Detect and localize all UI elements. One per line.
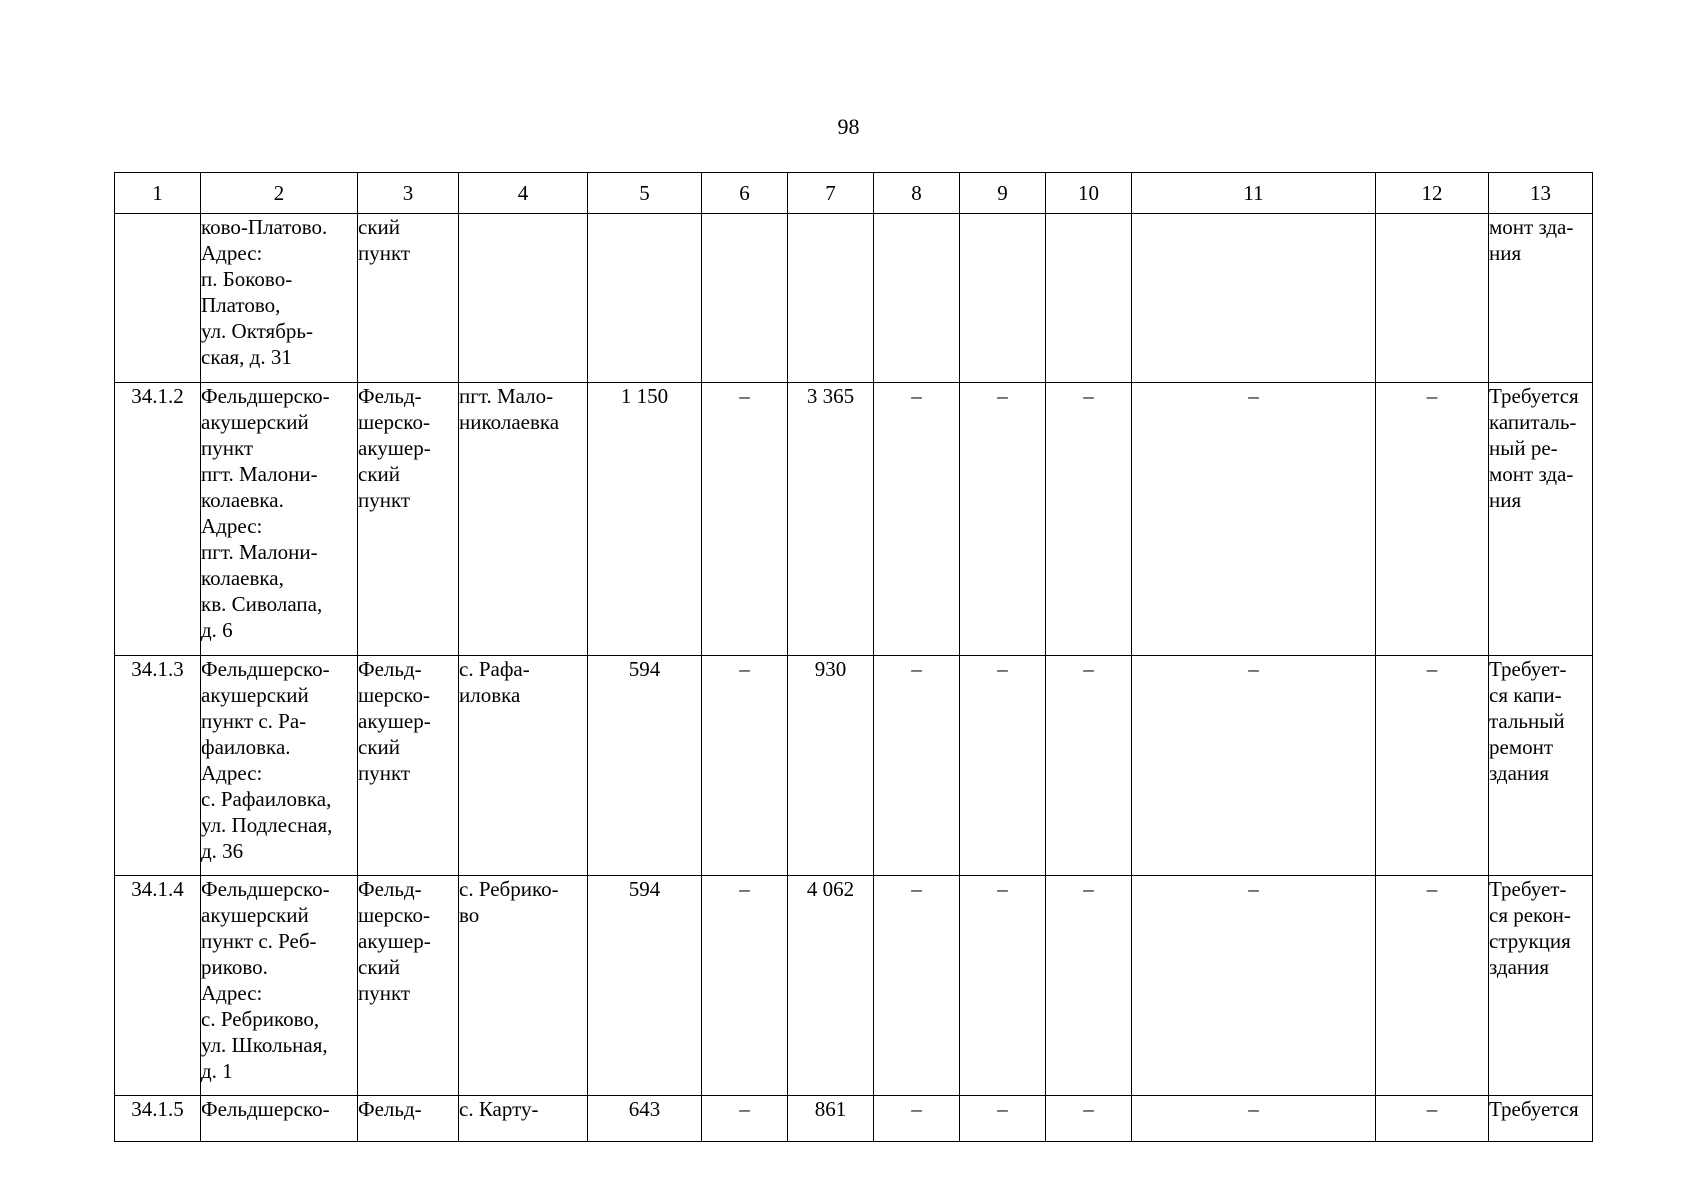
- value-cell-11: –: [1132, 383, 1376, 656]
- value-cell-6: –: [702, 876, 788, 1096]
- row-number-cell: 34.1.2: [115, 383, 201, 656]
- value-cell-11: –: [1132, 876, 1376, 1096]
- value-cell-10: [1046, 214, 1132, 383]
- facility-name-cell: Фельдшерско- акушерский пункт с. Ра- фаиловка. Адрес: с. Рафаиловка, ул. Подлесная, д. 36: [201, 656, 358, 876]
- table-row: [115, 214, 1593, 383]
- value-cell-11: –: [1132, 656, 1376, 876]
- value-cell-9: –: [960, 876, 1046, 1096]
- row-number-cell: 34.1.3: [115, 656, 201, 876]
- row-number-cell: 34.1.5: [115, 1096, 201, 1142]
- note-cell: Требует- ся капи- тальный ремонт здания: [1489, 656, 1593, 876]
- note-cell: Требует- ся рекон- струкция здания: [1489, 876, 1593, 1096]
- facility-type-cell: Фельд-: [358, 1096, 459, 1142]
- value-cell-9: [960, 214, 1046, 383]
- value-cell-8: [874, 214, 960, 383]
- value-cell-6: –: [702, 1096, 788, 1142]
- locality-cell: [459, 214, 588, 383]
- data-table: [114, 172, 1593, 1142]
- value-cell-10: –: [1046, 656, 1132, 876]
- table-row: [115, 383, 1593, 656]
- value-cell-8: –: [874, 1096, 960, 1142]
- column-header-2: 2: [201, 173, 358, 214]
- value-cell-9: –: [960, 656, 1046, 876]
- value-cell-10: –: [1046, 1096, 1132, 1142]
- table-row: [115, 876, 1593, 1096]
- column-header-8: 8: [874, 173, 960, 214]
- value-cell-12: –: [1376, 876, 1489, 1096]
- page-number: 98: [837, 114, 860, 139]
- facility-name-cell: Фельдшерско- акушерский пункт с. Реб- риково. Адрес: с. Ребриково, ул. Школьная, д. 1: [201, 876, 358, 1096]
- facility-type-cell: Фельд- шерско- акушер- ский пункт: [358, 656, 459, 876]
- value-cell-7: 930: [788, 656, 874, 876]
- row-number-cell: 34.1.4: [115, 876, 201, 1096]
- value-cell-10: –: [1046, 876, 1132, 1096]
- column-header-10: 10: [1046, 173, 1132, 214]
- table-row: [115, 656, 1593, 876]
- locality-cell: с. Карту-: [459, 1096, 588, 1142]
- header-row: [115, 173, 1593, 214]
- column-header-9: 9: [960, 173, 1046, 214]
- facility-name-cell: ково-Платово. Адрес: п. Боково- Платово, ул. Октябрь- ская, д. 31: [201, 214, 358, 383]
- value-cell-7: 861: [788, 1096, 874, 1142]
- row-number-cell: [115, 214, 201, 383]
- value-cell-5: 594: [588, 876, 702, 1096]
- value-cell-8: –: [874, 876, 960, 1096]
- value-cell-5: [588, 214, 702, 383]
- value-cell-6: –: [702, 383, 788, 656]
- value-cell-7: 3 365: [788, 383, 874, 656]
- value-cell-11: [1132, 214, 1376, 383]
- value-cell-12: –: [1376, 1096, 1489, 1142]
- value-cell-6: [702, 214, 788, 383]
- column-header-12: 12: [1376, 173, 1489, 214]
- value-cell-5: 1 150: [588, 383, 702, 656]
- locality-cell: с. Рафа- иловка: [459, 656, 588, 876]
- value-cell-10: –: [1046, 383, 1132, 656]
- facility-name-cell: Фельдшерско- акушерский пункт пгт. Малони- колаевка. Адрес: пгт. Малони- колаевка, кв. Сиволапа, д. 6: [201, 383, 358, 656]
- facility-type-cell: Фельд- шерско- акушер- ский пункт: [358, 383, 459, 656]
- value-cell-5: 643: [588, 1096, 702, 1142]
- note-cell: Требуется: [1489, 1096, 1593, 1142]
- column-header-13: 13: [1489, 173, 1593, 214]
- value-cell-12: –: [1376, 383, 1489, 656]
- locality-cell: с. Ребрико- во: [459, 876, 588, 1096]
- value-cell-7: 4 062: [788, 876, 874, 1096]
- value-cell-8: –: [874, 656, 960, 876]
- value-cell-7: [788, 214, 874, 383]
- value-cell-9: –: [960, 1096, 1046, 1142]
- value-cell-12: [1376, 214, 1489, 383]
- value-cell-5: 594: [588, 656, 702, 876]
- facility-type-cell: ский пункт: [358, 214, 459, 383]
- value-cell-12: –: [1376, 656, 1489, 876]
- value-cell-11: –: [1132, 1096, 1376, 1142]
- column-header-5: 5: [588, 173, 702, 214]
- column-header-3: 3: [358, 173, 459, 214]
- value-cell-8: –: [874, 383, 960, 656]
- column-header-6: 6: [702, 173, 788, 214]
- table-row: [115, 1096, 1593, 1142]
- facility-type-cell: Фельд- шерско- акушер- ский пункт: [358, 876, 459, 1096]
- column-header-7: 7: [788, 173, 874, 214]
- column-header-1: 1: [115, 173, 201, 214]
- facility-name-cell: Фельдшерско-: [201, 1096, 358, 1142]
- value-cell-6: –: [702, 656, 788, 876]
- note-cell: монт зда- ния: [1489, 214, 1593, 383]
- locality-cell: пгт. Мало- николаевка: [459, 383, 588, 656]
- column-header-11: 11: [1132, 173, 1376, 214]
- value-cell-9: –: [960, 383, 1046, 656]
- note-cell: Требуется капиталь- ный ре- монт зда- ния: [1489, 383, 1593, 656]
- column-header-4: 4: [459, 173, 588, 214]
